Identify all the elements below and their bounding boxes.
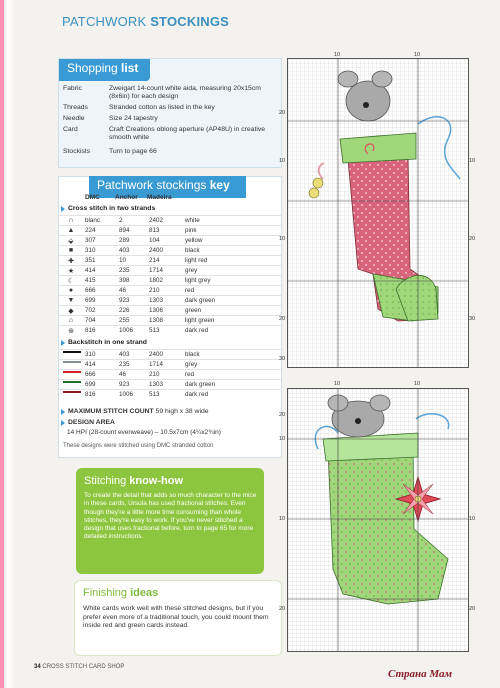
stitch-key-heading: Patchwork stockings key <box>89 176 246 198</box>
symbol-icon: ▼ <box>67 297 75 304</box>
color-name: dark red <box>185 327 209 334</box>
color-name: light grey <box>185 277 211 284</box>
magazine-spine <box>0 0 16 688</box>
madeira-code: 214 <box>149 257 160 264</box>
color-name: dark green <box>185 381 216 388</box>
madeira-code: 104 <box>149 237 160 244</box>
shopping-row-card: Card Craft Creations oblong aperture (AP48U) in creative smooth white <box>63 126 266 141</box>
dmc-code: 816 <box>85 391 96 398</box>
symbol-icon: ▲ <box>67 227 75 234</box>
anchor-code: 1006 <box>119 327 134 334</box>
madeira-code: 513 <box>149 327 160 334</box>
anchor-code: 403 <box>119 247 130 254</box>
shopping-row-threads: Threads Stranded cotton as listed in the key <box>63 104 215 111</box>
dmc-code: 310 <box>85 351 96 358</box>
anchor-code: 2 <box>119 217 123 224</box>
dmc-code: 704 <box>85 317 96 324</box>
madeira-code: 1714 <box>149 267 164 274</box>
anchor-code: 398 <box>119 277 130 284</box>
madeira-code: 2400 <box>149 247 164 254</box>
key-column-headers: DMC Anchor Madeira <box>85 194 172 201</box>
chart-2-left-tick: 20 <box>279 412 286 418</box>
anchor-code: 46 <box>119 371 127 378</box>
anchor-code: 923 <box>119 381 130 388</box>
know-how-heading: Stitching know-how <box>84 475 184 487</box>
anchor-code: 894 <box>119 227 130 234</box>
madeira-code: 210 <box>149 371 160 378</box>
color-name: red <box>185 287 195 294</box>
madeira-code: 1802 <box>149 277 164 284</box>
finishing-ideas-text: White cards work well with these stitched designs, but if you prefer even more of a traditional touch, you could mount them inside red and green cards instead. <box>83 605 269 629</box>
madeira-code: 513 <box>149 391 160 398</box>
anchor-code: 1006 <box>119 391 134 398</box>
shopping-list-box <box>58 58 282 168</box>
color-name: pink <box>185 227 197 234</box>
key-note: These designs were stitched using DMC stranded cotton <box>63 443 214 449</box>
symbol-icon: ✚ <box>68 258 74 265</box>
dmc-code: blanc <box>85 217 101 224</box>
madeira-code: 1714 <box>149 361 164 368</box>
symbol-icon: ◆ <box>68 308 74 315</box>
madeira-code: 1303 <box>149 297 164 304</box>
anchor-code: 403 <box>119 351 130 358</box>
dmc-code: 414 <box>85 361 96 368</box>
page-footer: 34 CROSS STITCH CARD SHOP <box>34 664 125 670</box>
chart-2-left-tick: 10 <box>279 436 286 442</box>
madeira-code: 210 <box>149 287 160 294</box>
chart-1-left-tick: 20 <box>279 316 286 322</box>
dmc-code: 307 <box>85 237 96 244</box>
chart-2-left-tick: 20 <box>279 606 286 612</box>
chart-1-left-tick: 30 <box>279 356 286 362</box>
know-how-box <box>76 468 264 574</box>
chart-2-top-tick: 10 <box>414 381 421 387</box>
anchor-code: 235 <box>119 361 130 368</box>
chart-1-right-tick: 10 <box>469 158 476 164</box>
color-name: black <box>185 351 200 358</box>
dmc-code: 702 <box>85 307 96 314</box>
watermark-logo: Страна Мам <box>388 668 453 680</box>
madeira-code: 1303 <box>149 381 164 388</box>
cross-stitch-chart-2 <box>287 388 469 652</box>
symbol-icon: ★ <box>67 268 75 275</box>
color-name: white <box>185 217 200 224</box>
anchor-code: 46 <box>119 287 127 294</box>
chart-2-right-tick: 20 <box>469 606 476 612</box>
know-how-text: To create the detail that adds so much character to the mice in these cards, Ursula has used fractional stitches. Even though they're a little more time consuming than whole stitches, they're easy to work. If you've never stitched a design that uses fractional before, turn to page 65 for more detailed instructions. <box>84 492 257 541</box>
color-name: grey <box>185 361 198 368</box>
chart-1-left-tick: 20 <box>279 110 286 116</box>
madeira-code: 2402 <box>149 217 164 224</box>
dmc-code: 666 <box>85 371 96 378</box>
anchor-code: 255 <box>119 317 130 324</box>
chart-2-top-tick: 10 <box>334 381 341 387</box>
chart-1-left-tick: 10 <box>279 236 286 242</box>
chart-1-top-tick: 10 <box>414 52 421 58</box>
page <box>16 0 500 688</box>
chart-1-right-tick: 20 <box>469 236 476 242</box>
symbol-icon: ■ <box>68 247 74 254</box>
symbol-icon: ● <box>68 287 74 294</box>
chart-1-left-tick: 10 <box>279 158 286 164</box>
backstitch-heading: Backstitch in one strand <box>61 339 147 346</box>
anchor-code: 235 <box>119 267 130 274</box>
dmc-code: 224 <box>85 227 96 234</box>
color-name: red <box>185 371 195 378</box>
dmc-code: 699 <box>85 381 96 388</box>
color-name: green <box>185 307 202 314</box>
chart-1-right-tick: 30 <box>469 316 476 322</box>
design-area-label: DESIGN AREA <box>61 419 115 426</box>
chart-2-graphic <box>288 389 468 651</box>
madeira-code: 813 <box>149 227 160 234</box>
color-name: dark green <box>185 297 216 304</box>
dmc-code: 351 <box>85 257 96 264</box>
symbol-icon: ⬙ <box>68 238 74 245</box>
dmc-code: 415 <box>85 277 96 284</box>
color-name: light red <box>185 257 208 264</box>
shopping-row-stockists: Stockists Turn to page 66 <box>63 148 157 155</box>
symbol-icon: ⌂ <box>68 317 74 324</box>
dmc-code: 414 <box>85 267 96 274</box>
dmc-code: 310 <box>85 247 96 254</box>
backstitch-line-swatch <box>63 361 81 363</box>
cross-stitch-heading: Cross stitch in two strands <box>61 205 155 212</box>
backstitch-line-swatch <box>63 381 81 383</box>
key-row-dark-red <box>59 325 281 336</box>
madeira-code: 2400 <box>149 351 164 358</box>
color-name: light green <box>185 317 215 324</box>
backstitch-line-swatch <box>63 391 81 393</box>
madeira-code: 1306 <box>149 307 164 314</box>
backstitch-line-swatch <box>63 351 81 353</box>
finishing-ideas-box <box>74 580 282 656</box>
cross-stitch-chart-1 <box>287 58 469 368</box>
dmc-code: 699 <box>85 297 96 304</box>
backstitch-row-dark-red <box>59 389 281 400</box>
anchor-code: 289 <box>119 237 130 244</box>
shopping-row-needle: Needle Size 24 tapestry <box>63 115 158 122</box>
page-title: PATCHWORK STOCKINGS <box>62 14 230 29</box>
dmc-code: 666 <box>85 287 96 294</box>
madeira-code: 1308 <box>149 317 164 324</box>
chart-1-graphic <box>288 59 468 367</box>
max-stitch-count: MAXIMUM STITCH COUNT 59 high x 38 wide <box>61 408 209 415</box>
color-name: yellow <box>185 237 203 244</box>
anchor-code: 923 <box>119 297 130 304</box>
color-name: grey <box>185 267 198 274</box>
anchor-code: 226 <box>119 307 130 314</box>
backstitch-line-swatch <box>63 371 81 373</box>
symbol-icon: ☾ <box>67 278 75 285</box>
color-name: dark red <box>185 391 209 398</box>
chart-1-top-tick: 10 <box>334 52 341 58</box>
finishing-ideas-heading: Finishing ideas <box>83 587 159 599</box>
dmc-code: 816 <box>85 327 96 334</box>
chart-2-left-tick: 10 <box>279 516 286 522</box>
anchor-code: 10 <box>119 257 127 264</box>
shopping-row-fabric: Fabric Zweigart 14-count white aida, measuring 20x15cm (8x6in) for each design <box>63 85 261 100</box>
stitch-key-box <box>58 176 282 458</box>
color-name: black <box>185 247 200 254</box>
symbol-icon: ∩ <box>68 217 74 224</box>
chart-2-right-tick: 10 <box>469 516 476 522</box>
symbol-icon: ⊛ <box>68 328 74 335</box>
design-area-value: 14 HPI (28-count evenweave) – 10.5x7cm (4¼x2¾in) <box>67 429 221 436</box>
shopping-list-heading: Shopping list <box>59 59 150 81</box>
